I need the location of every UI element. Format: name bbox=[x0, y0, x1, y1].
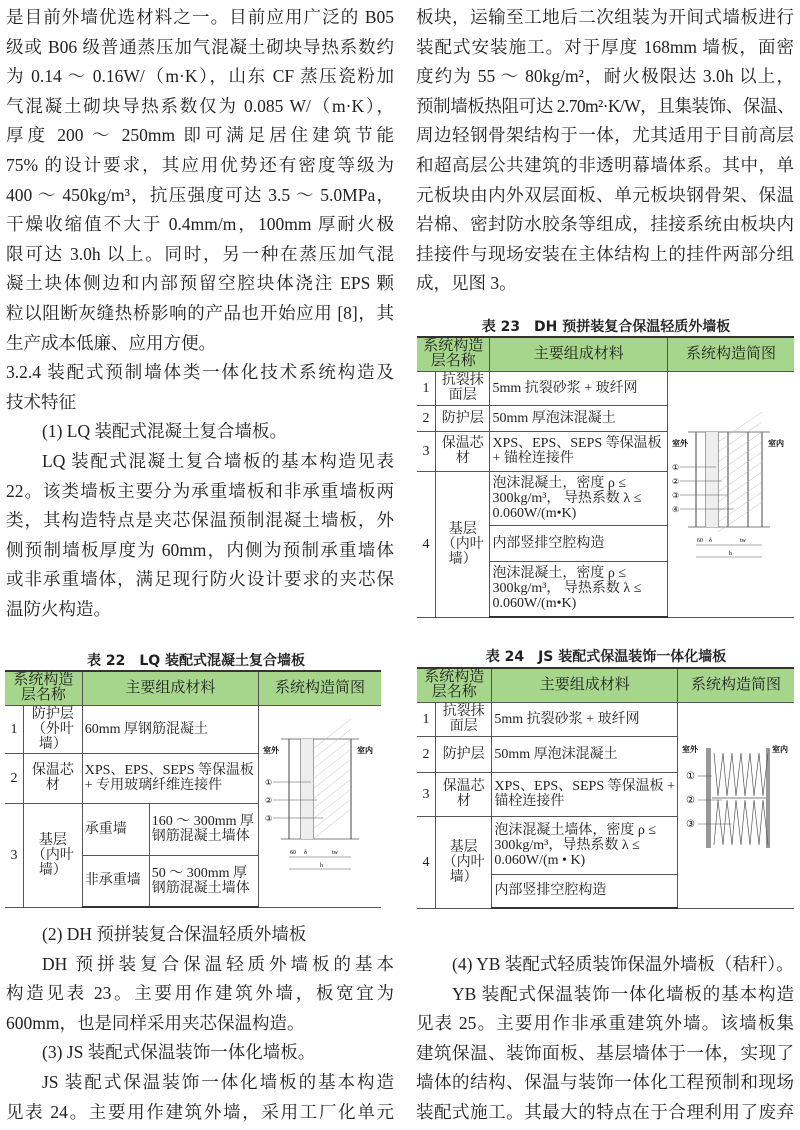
cell-no: 4 bbox=[417, 471, 436, 617]
hatch-line bbox=[718, 482, 762, 512]
cell-no: 2 bbox=[417, 405, 436, 431]
cell-name: 防护层 bbox=[436, 736, 492, 772]
right-column-text bbox=[416, 3, 794, 299]
cell-material: 泡沫混凝土，密度 ρ ≤ 300kg/m³， 导热系数 λ ≤ 0.060W/(m•K) bbox=[490, 471, 668, 525]
text-line: LQ 装配式混凝土复合墙板的基本构造见表 bbox=[42, 450, 394, 471]
hatch-line bbox=[313, 789, 351, 819]
outside-label: 室外 bbox=[682, 745, 698, 754]
text-line: 厚度 200 ～ 250mm 即可满足居住建筑节能 bbox=[6, 125, 394, 146]
paragraph bbox=[416, 980, 794, 1128]
cell-no: 3 bbox=[417, 431, 436, 471]
dimension-label: tw bbox=[332, 850, 338, 856]
layer-marker: ① bbox=[686, 771, 695, 782]
cell-name: 基层（内叶墙） bbox=[24, 803, 83, 907]
text-line: 墙体的结构、保温与装饰一体化工程预制和现场 bbox=[416, 1072, 794, 1093]
text-line: 类，其构造特点是夹芯保温预制混凝土墙板，外 bbox=[6, 510, 394, 531]
table-24 bbox=[417, 667, 794, 909]
cell-material: 5mm 抗裂砂浆 + 玻纤网 bbox=[492, 702, 678, 736]
text-line: 度约为 55 ～ 80kg/m²，耐火极限达 3.0h 以上， bbox=[416, 66, 794, 87]
paragraph bbox=[416, 3, 794, 299]
text-line: 干燥收缩值不大于 0.4mm/m，100mm 厚耐火极 bbox=[6, 214, 394, 235]
cell-material: XPS、EPS、SEPS 等保温板 + 锚栓连接件 bbox=[492, 772, 678, 816]
layer-marker: ② bbox=[672, 477, 680, 486]
cell-material: 50 ～ 300mm 厚钢筋混凝土墙体 bbox=[149, 855, 258, 907]
cell-name: 保温芯材 bbox=[436, 772, 492, 816]
hatch-line bbox=[718, 462, 762, 492]
text-line: 粒以阻断灰缝热桥影响的产品也开始应用 [8]，其 bbox=[6, 302, 394, 323]
cell-name: 防护层 bbox=[436, 405, 490, 431]
text-line: 成，见图 3。 bbox=[416, 273, 517, 294]
hatch-line bbox=[718, 442, 762, 472]
layer-marker: ③ bbox=[686, 819, 695, 830]
text-line: 为 0.14 ～ 0.16W/（m·K），山东 CF 蒸压瓷粉加 bbox=[6, 66, 394, 87]
left-column-bottom bbox=[6, 920, 394, 1127]
hatch-line bbox=[313, 799, 351, 829]
cell-material: 50mm 厚泡沫混凝土 bbox=[490, 405, 668, 431]
cell-name: 基层（内叶墙） bbox=[436, 471, 490, 617]
text-line: 气混凝土砌块导热系数仅为 0.085 W/（m·K）， bbox=[6, 95, 394, 116]
cell-name: 保温芯材 bbox=[24, 753, 83, 803]
header-cell: 系统构造简图 bbox=[668, 337, 795, 371]
hatch-line bbox=[313, 749, 351, 779]
outside-label: 室外 bbox=[263, 746, 279, 755]
dimension-label: δ bbox=[304, 850, 307, 856]
cell-material: 内部竖排空腔构造 bbox=[492, 874, 678, 908]
text-line: JS 装配式保温装饰一体化墙板的基本构造 bbox=[42, 1071, 394, 1092]
cell-material: 泡沫混凝土，密度 ρ ≤ 300kg/m³， 导热系数 λ ≤ 0.060W/(m•K) bbox=[490, 561, 668, 617]
text-line: 或非承重墙体，满足现行防火设计要求的夹芯保 bbox=[6, 569, 394, 590]
header-cell: 系统构造层名称 bbox=[417, 668, 492, 702]
header-cell: 系统构造简图 bbox=[678, 668, 795, 702]
header-cell: 主要组成材料 bbox=[492, 668, 678, 702]
hatch-line bbox=[718, 472, 762, 502]
text-line: 侧预制墙板厚度为 60mm，内侧为预制承重墙体 bbox=[6, 539, 394, 560]
text-line: 400 ～ 450kg/m³，抗压强度可达 3.5 ～ 5.0MPa， bbox=[6, 184, 394, 205]
header-cell: 系统构造简图 bbox=[259, 671, 382, 705]
outside-label: 室外 bbox=[672, 439, 688, 448]
cell-name: 抗裂抹面层 bbox=[436, 702, 492, 736]
text-line: 装配式施工。其最大的特点在于合理利用了废弃 bbox=[416, 1101, 794, 1122]
right-column-bottom bbox=[416, 950, 794, 1128]
cell-material: 5mm 抗裂砂浆 + 玻纤网 bbox=[490, 371, 668, 405]
wall-section-diagram bbox=[670, 377, 792, 607]
layer-marker: ④ bbox=[672, 505, 680, 514]
cell-type: 承重墙 bbox=[82, 803, 149, 855]
text-line: 技术特征 bbox=[6, 391, 76, 412]
hatch-line bbox=[718, 502, 762, 532]
inside-label: 室内 bbox=[357, 746, 373, 755]
cell-type: 非承重墙 bbox=[82, 855, 149, 907]
cell-no: 1 bbox=[417, 702, 436, 736]
dimension-label: δ bbox=[709, 538, 712, 544]
cell-no: 1 bbox=[417, 371, 436, 405]
hatch-line bbox=[313, 809, 351, 839]
hatch-line bbox=[313, 719, 351, 749]
cell-name: 抗裂抹面层 bbox=[436, 371, 490, 405]
cell-no: 3 bbox=[417, 772, 436, 816]
layer-marker: ① bbox=[265, 778, 273, 787]
cell-no: 3 bbox=[5, 803, 24, 907]
header-cell: 系统构造层名称 bbox=[5, 671, 82, 705]
dimension-label: tw bbox=[740, 538, 746, 544]
wall-section-diagram bbox=[261, 714, 379, 894]
hatch-line bbox=[313, 779, 351, 809]
text-line: 周边轻钢骨架结构于一体，尤其适用于目前高层 bbox=[416, 125, 794, 146]
inside-label: 室内 bbox=[768, 439, 784, 448]
table-23 bbox=[417, 336, 794, 618]
cell-material: 泡沫混凝土墙体，密度 ρ ≤ 300kg/m³，导热系数 λ ≤ 0.060W/(m • K) bbox=[492, 816, 678, 874]
hatch-line bbox=[313, 759, 351, 789]
header-cell: 系统构造层名称 bbox=[417, 337, 490, 371]
text-line: 22。该类墙板主要分为承重墙板和非承重墙板两 bbox=[6, 480, 394, 501]
text-line: 3.2.4 装配式预制墙体类一体化技术系统构造及 bbox=[6, 362, 394, 383]
dimension-label: 60 bbox=[290, 850, 296, 856]
text-line: 预制墙板热阻可达 2.70m²·K/W，且集装饰、保温、 bbox=[416, 95, 794, 116]
table-22 bbox=[5, 670, 381, 908]
paragraph bbox=[6, 447, 394, 625]
header-cell: 主要组成材料 bbox=[82, 671, 258, 705]
cell-name: 保温芯材 bbox=[436, 431, 490, 471]
hatch-line bbox=[718, 492, 762, 522]
dimension-label: 60 bbox=[697, 538, 703, 544]
text-line: 600mm，也是同样采用夹芯保温构造。 bbox=[6, 1012, 305, 1033]
layer-marker: ② bbox=[686, 795, 695, 806]
diagram-cell bbox=[259, 705, 382, 907]
text-line: 元板块由内外双层面板、单元板块钢骨架、保温 bbox=[416, 184, 794, 205]
layer-marker: ③ bbox=[265, 814, 273, 823]
left-column-text bbox=[6, 3, 394, 624]
text-line: 和超高层公共建筑的非透明幕墙体系。其中，单 bbox=[416, 154, 794, 175]
inside-label: 室内 bbox=[772, 745, 788, 754]
text-line: 是目前外墙优选材料之一。目前应用广泛的 B05 bbox=[6, 7, 394, 27]
dimension-label: h bbox=[729, 551, 732, 557]
text-line: 凝土块体侧边和内部预留空腔块体浇注 EPS 颗 bbox=[6, 273, 394, 294]
cell-no: 2 bbox=[417, 736, 436, 772]
subheading: (4) YB 装配式轻质装饰保温外墙板（秸秆）。 bbox=[452, 954, 794, 974]
hatch-line bbox=[718, 452, 762, 482]
wall-section-diagram bbox=[680, 708, 792, 898]
text-line: 岩棉、密封防水胶条等组成，挂接系统由板块内 bbox=[416, 214, 794, 235]
paragraph bbox=[6, 950, 394, 1039]
text-line: DH 预拼装复合保温轻质外墙板的基本 bbox=[42, 953, 394, 974]
layer-marker: ② bbox=[265, 796, 273, 805]
cell-no: 1 bbox=[5, 705, 24, 753]
table-caption: 表 22 LQ 装配式混凝土复合墙板 bbox=[86, 653, 306, 669]
diagram-cell bbox=[668, 371, 795, 617]
cell-material: 160 ～ 300mm 厚钢筋混凝土墙体 bbox=[149, 803, 258, 855]
hatch-line bbox=[718, 412, 762, 442]
diagram-cell bbox=[678, 702, 795, 908]
table-caption: 表 23 DH 预拼装复合保温轻质外墙板 bbox=[481, 319, 731, 335]
cell-no: 4 bbox=[417, 816, 436, 908]
cell-material: 50mm 厚泡沫混凝土 bbox=[492, 736, 678, 772]
hatch-line bbox=[718, 422, 762, 452]
cell-material: 60mm 厚钢筋混凝土 bbox=[82, 705, 258, 753]
hatch-line bbox=[313, 729, 351, 759]
text-line: 挂接件与现场安装在主体结构上的挂件两部分组 bbox=[416, 243, 794, 264]
text-line: 温防火构造。 bbox=[6, 598, 111, 619]
text-line: 建筑保温、装饰面板、基层墙体于一体，实现了 bbox=[416, 1042, 794, 1063]
cell-material: XPS、EPS、SEPS 等保温板 + 锚栓连接件 bbox=[490, 431, 668, 471]
hatch-line bbox=[313, 769, 351, 799]
cell-material: XPS、EPS、SEPS 等保温板 + 专用玻璃纤维连接件 bbox=[82, 753, 258, 803]
text-line: 75% 的设计要求，其应用优势还有密度等级为 bbox=[6, 154, 394, 175]
text-line: 限可达 3.0h 以上。同时，另一种在蒸压加气混 bbox=[6, 243, 394, 264]
cell-name: 防护层（外叶墙） bbox=[24, 705, 83, 753]
cell-no: 2 bbox=[5, 753, 24, 803]
text-line: 见表 24。主要用作建筑外墙，采用工厂化单元 bbox=[6, 1101, 394, 1122]
text-line: 级或 B06 级普通蒸压加气混凝土砌块导热系数约 bbox=[6, 36, 394, 57]
layer-marker: ③ bbox=[672, 491, 680, 500]
paragraph bbox=[6, 3, 394, 358]
insulation-zigzag bbox=[714, 753, 768, 845]
text-line: 构造见表 23。主要用作建筑外墙，板宽宜为 bbox=[6, 983, 394, 1004]
facing-layer bbox=[706, 748, 711, 848]
subheading: (2) DH 预拼装复合保温轻质外墙板 bbox=[42, 924, 307, 944]
cell-name: 基层（内叶墙） bbox=[436, 816, 492, 908]
table-caption: 表 24 JS 装配式保温装饰一体化墙板 bbox=[485, 649, 727, 665]
text-line: 装配式安装施工。对于厚度 168mm 墙板，面密 bbox=[416, 36, 794, 57]
text-line: YB 装配式保温装饰一体化墙板的基本构造 bbox=[452, 983, 794, 1004]
dimension-label: h bbox=[320, 863, 323, 869]
header-cell: 主要组成材料 bbox=[490, 337, 668, 371]
layer-marker: ① bbox=[672, 463, 680, 472]
text-line: 见表 25。主要用作非承重建筑外墙。该墙板集 bbox=[416, 1013, 794, 1034]
text-line: 生产成本低廉、应用方便。 bbox=[6, 332, 216, 353]
hatch-line bbox=[313, 739, 351, 769]
subheading: (3) JS 装配式保温装饰一体化墙板。 bbox=[42, 1042, 316, 1063]
paragraph bbox=[6, 1068, 394, 1127]
text-line: 板块，运输至工地后二次组装为开间式墙板进行 bbox=[416, 7, 794, 27]
insulation-layer bbox=[706, 432, 718, 527]
hatch-line bbox=[718, 432, 762, 462]
insulation-layer bbox=[301, 739, 313, 839]
cell-material: 内部竖排空腔构造 bbox=[490, 525, 668, 561]
subheading: (1) LQ 装配式混凝土复合墙板。 bbox=[42, 421, 287, 442]
section-heading bbox=[6, 358, 394, 417]
